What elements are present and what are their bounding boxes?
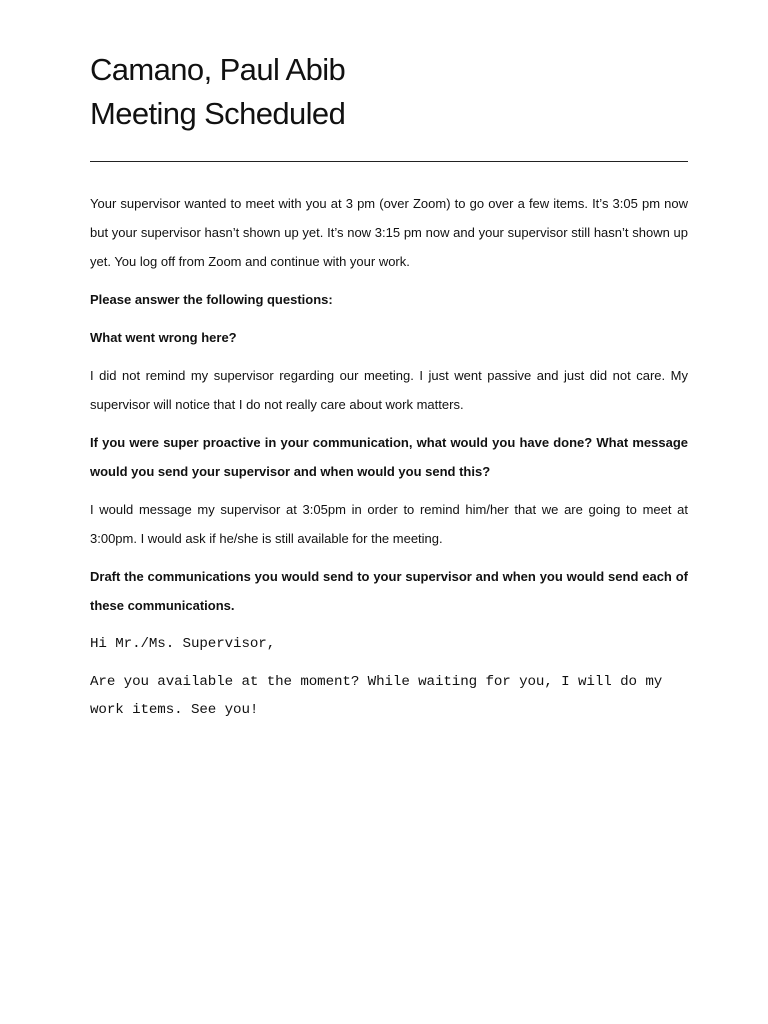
scenario-paragraph: Your supervisor wanted to meet with you at 3 pm (over Zoom) to go over a few items. It’s 3:05 pm now but your supervisor hasn’t shown up yet. It’s now 3:15 pm now and your supervisor still hasn’t shown up yet. You log off from Zoom and continue with your work. bbox=[90, 196, 688, 269]
question-1: What went wrong here? bbox=[90, 330, 237, 345]
document-title: Meeting Scheduled bbox=[90, 96, 346, 131]
instruction-text: Please answer the following questions: bbox=[90, 292, 333, 307]
answer-2: I would message my supervisor at 3:05pm in order to remind him/her that we are going to meet at 3:00pm. I would ask if he/she is still available for the meeting. bbox=[90, 502, 688, 546]
answer-1: I did not remind my supervisor regarding our meeting. I just went passive and just did not care. My supervisor will notice that I do not really care about work matters. bbox=[90, 368, 688, 412]
question-3: Draft the communications you would send to your supervisor and when you would send each of these communications. bbox=[90, 569, 688, 613]
question-2: If you were super proactive in your communication, what would you have done? What message would you send your supervisor and when would you send this? bbox=[90, 435, 688, 479]
draft-message: Are you available at the moment? While waiting for you, I will do my work items. See you! bbox=[90, 674, 663, 718]
document-page bbox=[90, 50, 688, 724]
author-name: Camano, Paul Abib bbox=[90, 52, 346, 87]
draft-greeting: Hi Mr./Ms. Supervisor, bbox=[90, 636, 276, 652]
title-divider bbox=[90, 161, 688, 162]
